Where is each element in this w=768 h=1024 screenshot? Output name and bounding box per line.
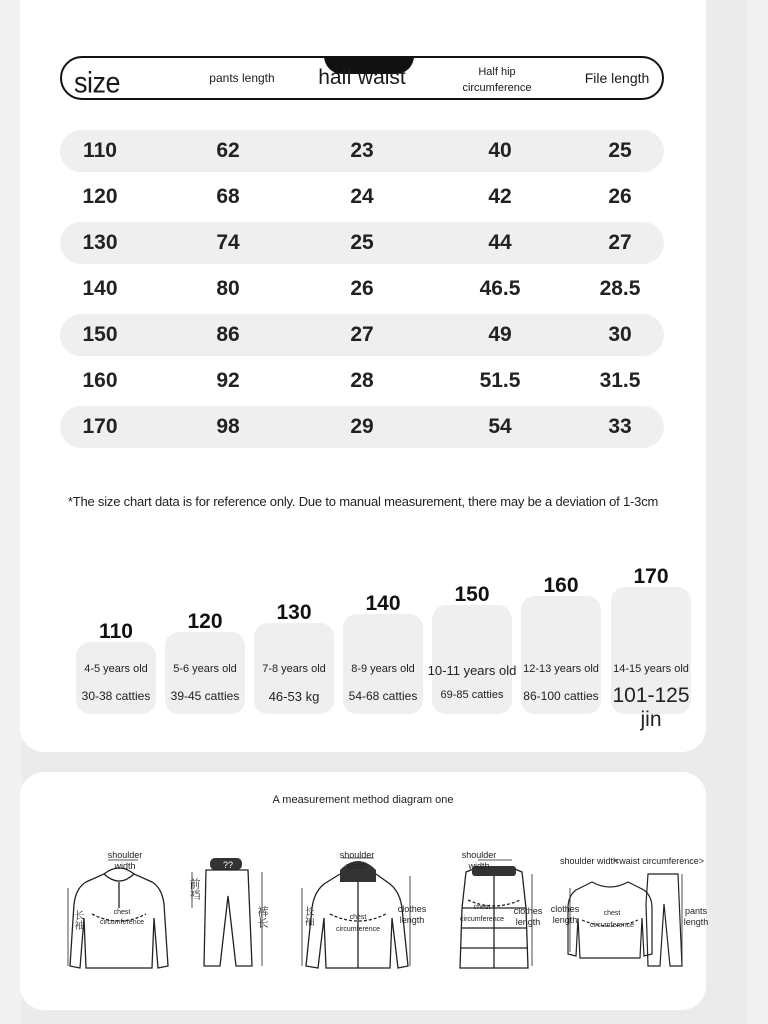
age-size: 160 — [543, 574, 579, 597]
cell-file-length: 28.5 — [599, 277, 641, 300]
header-pants-length: pants length — [209, 71, 275, 85]
table-header — [60, 56, 664, 100]
cell-pants-length: 86 — [216, 323, 240, 346]
cell-half-hip: 49 — [488, 323, 512, 346]
cell-half-hip: 46.5 — [479, 277, 521, 300]
table-row — [60, 268, 664, 310]
age-weight: 39-45 catties — [170, 689, 240, 703]
sleeve-label: 长袖 — [302, 906, 313, 926]
table-row — [60, 314, 664, 356]
cell-size: 130 — [82, 231, 118, 254]
cell-half-waist: 26 — [350, 277, 374, 300]
chest-label-1: chest — [113, 909, 131, 916]
header-half-waist: half waist — [318, 66, 406, 89]
shoulder-width-label: shoulder width — [560, 856, 619, 866]
clothes-length-label — [392, 904, 432, 926]
chest-label-2: circumference — [100, 919, 144, 926]
cell-file-length: 26 — [608, 185, 632, 208]
cell-half-hip: 44 — [488, 231, 512, 254]
cell-half-hip: 40 — [488, 139, 512, 162]
age-weight: 101-125 jin — [612, 684, 690, 731]
front-rise-label: 前裆 — [188, 878, 200, 900]
age-size: 140 — [365, 592, 401, 615]
shoulder-label-1: shoulder — [461, 850, 497, 860]
header-half-hip-line2: circumference — [462, 82, 532, 94]
diagram-title: A measurement method diagram one — [272, 794, 454, 806]
chest-label-1: chest — [603, 910, 621, 917]
chest-label — [452, 902, 512, 926]
waist-mark: ?? — [222, 860, 233, 870]
chest-label-1: chest — [349, 914, 367, 921]
cell-pants-length: 74 — [216, 231, 240, 254]
cell-file-length: 30 — [608, 323, 632, 346]
shoulder-label — [100, 850, 150, 872]
pants-figure — [186, 848, 270, 978]
cell-size: 170 — [82, 415, 118, 438]
cell-file-length: 25 — [608, 139, 632, 162]
header-file-length: File length — [584, 70, 650, 86]
shoulder-label-2: width — [346, 861, 368, 871]
chest-label-2: circumference — [590, 922, 634, 929]
cell-pants-length: 92 — [216, 369, 240, 392]
header-half-hip — [442, 58, 552, 98]
chest-label — [584, 908, 640, 932]
age-size: 120 — [187, 610, 223, 633]
chest-label-2: circumference — [336, 926, 380, 933]
table-row — [60, 130, 664, 172]
cell-half-hip: 54 — [488, 415, 512, 438]
table-row — [60, 360, 664, 402]
pants-length-label: 裤长 — [256, 906, 268, 928]
chest-label-1: chest — [473, 904, 491, 911]
age-bar — [76, 642, 156, 714]
shoulder-label — [332, 850, 382, 872]
cell-half-waist: 29 — [350, 415, 374, 438]
shoulder-label-2: width — [468, 861, 490, 871]
vest-figure — [442, 848, 546, 978]
pants-length-label-2: length — [683, 917, 709, 927]
chest-label-2: circumference — [460, 916, 504, 923]
cell-size: 110 — [83, 139, 117, 162]
age-size: 170 — [633, 565, 669, 588]
table-row — [60, 176, 664, 218]
age-weight: 69-85 catties — [440, 689, 504, 701]
chest-label — [92, 908, 152, 928]
cell-half-waist: 24 — [350, 185, 374, 208]
age-size: 130 — [276, 601, 312, 624]
shoulder-label-1: shoulder — [107, 850, 143, 860]
cell-size: 140 — [82, 277, 118, 300]
shoulder-label-2: width — [114, 861, 136, 871]
cell-pants-length: 62 — [216, 139, 240, 162]
pants-length-label-1: pants — [684, 906, 708, 916]
clothes-length-label-2: length — [552, 915, 578, 925]
size-chart-note: *The size chart data is for reference only. Due to manual measurement, there may be a deviation of 1-3cm — [67, 494, 659, 509]
cell-file-length: 33 — [608, 415, 632, 438]
clothes-length-label — [508, 906, 548, 928]
table-row — [60, 222, 664, 264]
cell-size: 160 — [82, 369, 118, 392]
cell-half-hip: 42 — [488, 185, 512, 208]
age-weight: 46-53 kg — [268, 689, 320, 704]
age-years: 5-6 years old — [173, 663, 237, 675]
age-weight: 54-68 catties — [348, 689, 418, 703]
cell-size: 150 — [82, 323, 118, 346]
cell-pants-length: 80 — [216, 277, 240, 300]
cell-half-hip: 51.5 — [479, 369, 521, 392]
cell-half-waist: 28 — [350, 369, 374, 392]
clothes-length-label-2: length — [399, 915, 425, 925]
cell-half-waist: 25 — [350, 231, 374, 254]
cell-size: 120 — [82, 185, 118, 208]
clothes-length-label-1: clothes — [550, 904, 580, 914]
chest-label — [328, 912, 388, 936]
age-years: 8-9 years old — [351, 663, 415, 675]
jacket-figure — [296, 848, 434, 978]
clothes-length-label-1: clothes — [397, 904, 427, 914]
age-weight: 30-38 catties — [81, 689, 151, 703]
clothes-length-label-2: length — [515, 917, 541, 927]
age-size: 150 — [454, 583, 490, 606]
cell-pants-length: 68 — [216, 185, 240, 208]
clothes-length-label-1: clothes — [513, 906, 543, 916]
age-years: 14-15 years old — [613, 663, 689, 675]
waist-circumference-label: <waist circumference> — [614, 856, 705, 866]
header-half-hip-line1: Half hip — [478, 66, 516, 78]
cell-file-length: 27 — [608, 231, 632, 254]
age-years: 10-11 years old — [427, 663, 517, 678]
table-row — [60, 406, 664, 448]
age-years: 7-8 years old — [262, 663, 326, 675]
header-size: size — [74, 65, 121, 99]
cell-file-length: 31.5 — [599, 369, 641, 392]
cell-half-waist: 23 — [350, 139, 374, 162]
shoulder-label — [454, 850, 504, 872]
age-size: 110 — [99, 620, 133, 643]
cell-half-waist: 27 — [350, 323, 374, 346]
clothes-length-label — [548, 904, 582, 926]
age-years: 12-13 years old — [523, 663, 599, 675]
pants-length-label — [680, 906, 712, 928]
shoulder-label-1: shoulder — [339, 850, 375, 860]
set-figure — [548, 848, 712, 978]
age-years: 4-5 years old — [84, 663, 148, 675]
sleeve-label: 长袖 — [72, 910, 83, 930]
hoodie-figure — [64, 848, 174, 978]
cell-pants-length: 98 — [216, 415, 240, 438]
age-weight: 86-100 catties — [523, 689, 599, 703]
